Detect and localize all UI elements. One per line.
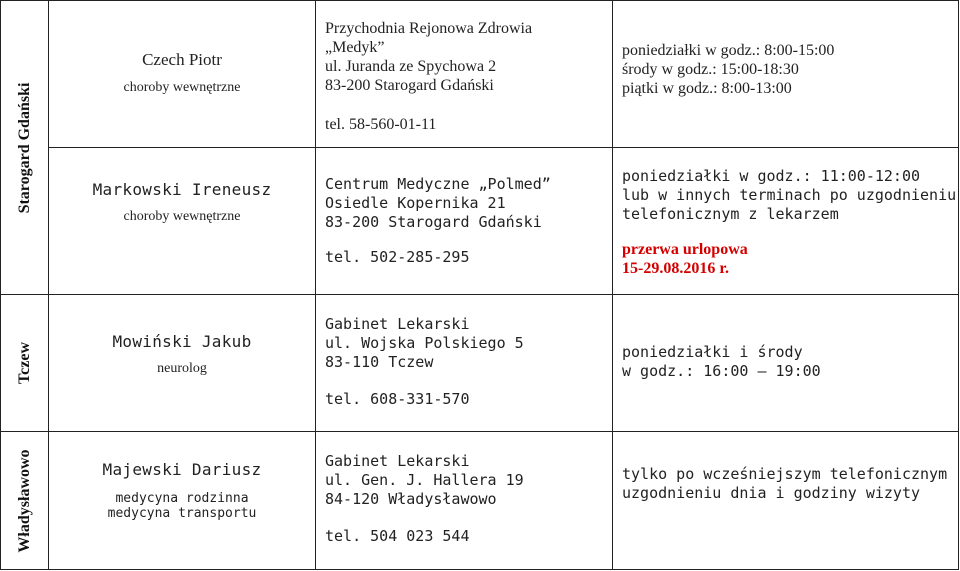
doctor-specialty: choroby wewnętrzne [123,80,241,95]
doctor-name: Markowski Ireneusz [92,180,272,199]
city-cell [1,1,49,295]
hours-line: poniedziałki i środy [622,343,803,361]
place-line: „Medyk” [325,39,385,56]
hours-line: poniedziałki w godz.: 11:00-12:00 [622,167,921,185]
city-label: Władysławowo [15,448,33,553]
doctor-cell [49,432,316,570]
doctor-specialty: medycyna rodzinna [115,491,249,506]
doctor-specialty: neurolog [157,361,207,376]
hours-line: tylko po wcześniejszym telefonicznym [622,465,948,483]
hours-cell [613,148,959,295]
doctor-cell [49,295,316,432]
hours-line: lub w innych terminach po uzgodnieniu [622,186,957,204]
city-cell [1,432,49,570]
phone-number: tel. 58-560-01-11 [325,116,437,133]
place-cell [316,432,613,570]
doctor-name: Czech Piotr [142,50,222,69]
vacation-dates: 15-29.08.2016 r. [622,260,729,277]
place-line: ul. Gen. J. Hallera 19 [325,471,524,489]
hours-line: poniedziałki w godz.: 8:00-15:00 [622,42,835,59]
hours-cell [613,1,959,148]
hours-line: środy w godz.: 15:00-18:30 [622,61,799,78]
place-cell [316,1,613,148]
hours-cell [613,432,959,570]
table-row [1,1,959,148]
place-line: ul. Wojska Polskiego 5 [325,334,524,352]
city-label: Starogard Gdański [15,82,33,213]
table-row [1,432,959,570]
hours-line: w godz.: 16:00 – 19:00 [622,362,821,380]
doctor-cell [49,1,316,148]
place-line: Gabinet Lekarski [325,452,470,470]
hours-line: telefonicznym z lekarzem [622,205,839,223]
place-line: Przychodnia Rejonowa Zdrowia [325,20,533,37]
place-cell [316,295,613,432]
phone-number: tel. 504 023 544 [325,527,470,545]
place-cell [316,148,613,295]
doctor-cell [49,148,316,295]
doctor-name: Majewski Dariusz [102,460,262,479]
hours-line: piątki w godz.: 8:00-13:00 [622,80,792,97]
hours-cell [613,295,959,432]
table-row [1,295,959,432]
place-line: 83-110 Tczew [325,353,434,371]
city-label: Tczew [15,341,33,385]
doctor-specialty: medycyna transportu [107,506,257,521]
vacation-notice: przerwa urlopowa [622,241,748,258]
phone-number: tel. 502-285-295 [325,248,470,266]
place-line: Osiedle Kopernika 21 [325,194,506,212]
place-line: Gabinet Lekarski [325,315,470,333]
place-line: ul. Juranda ze Spychowa 2 [325,58,497,75]
phone-number: tel. 608-331-570 [325,390,470,408]
doctor-name: Mowiński Jakub [112,332,252,351]
hours-line: uzgodnieniu dnia i godziny wizyty [622,484,921,502]
place-line: 84-120 Władysławowo [325,490,497,508]
doctor-specialty: choroby wewnętrzne [123,209,241,224]
place-line: 83-200 Starogard Gdański [325,213,542,231]
city-cell [1,295,49,432]
place-line: 83-200 Starogard Gdański [325,77,494,94]
table-row [1,148,959,295]
place-line: Centrum Medyczne „Polmed” [325,175,551,193]
